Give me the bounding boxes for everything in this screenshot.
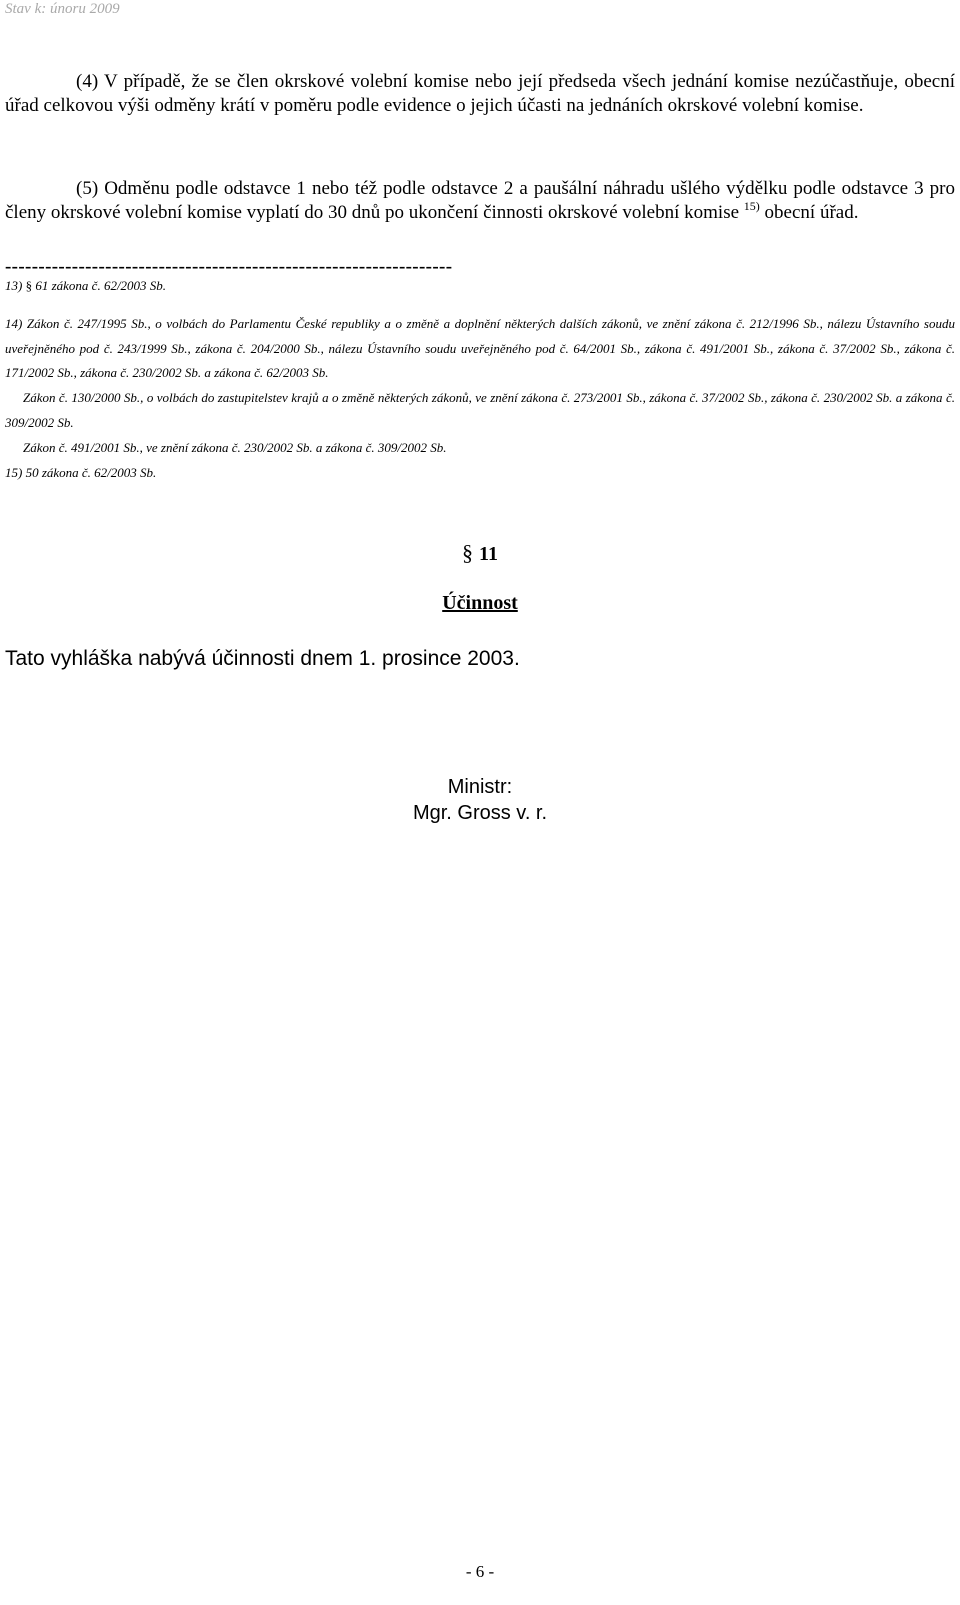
page-number: - 6 -	[465, 1562, 495, 1581]
paragraph-5-end: obecní úřad.	[764, 201, 859, 223]
section-title: Účinnost	[442, 592, 518, 614]
paragraph-4-text: (4) V případě, že se člen okrskové volební komise nebo její předseda všech jednání komise nezúčastňuje, obecní úřad celkovou výši odměny krátí v poměru podle evidence o jejich účasti na jednáních okrskové volební komise.	[5, 71, 955, 116]
section-sign: §	[25, 278, 33, 293]
effective-date-text: Tato vyhláška nabývá účinnosti dnem 1. prosince 2003.	[5, 647, 520, 670]
paragraph-5	[5, 177, 955, 224]
section-sign: §	[462, 540, 474, 565]
signature-role: Ministr:	[447, 776, 513, 798]
footnote-ref-15: 15)	[743, 198, 760, 213]
footnote-14-law-130-2000	[5, 386, 955, 435]
signature-name: Mgr. Gross v. r.	[412, 802, 548, 824]
footnote-13	[5, 274, 955, 299]
footnote-14-law-491-2001-text: Zákon č. 491/2001 Sb., ve znění zákona č. 230/2002 Sb. a zákona č. 309/2002 Sb.	[23, 440, 447, 455]
footnote-14-law-491-2001	[5, 436, 955, 461]
footnote-13-text: 61 zákona č. 62/2003 Sb.	[35, 278, 167, 293]
paragraph-5-text: (5) Odměnu podle odstavce 1 nebo též podle odstavce 2 a paušální náhradu ušlého výdělku podle odstavce 3 pro členy okrskové volební komise vyplatí do 30 dnů po ukončení činnosti okrskové volební komise	[5, 178, 955, 223]
section-heading	[0, 540, 960, 566]
section-number: 11	[479, 543, 498, 565]
footnote-13-number: 13)	[5, 278, 23, 293]
footnote-14-law-130-2000-text: Zákon č. 130/2000 Sb., o volbách do zastupitelstev krajů a o změně některých zákonů, ve znění zákona č. 273/2001 Sb., zákona č. 37/2002 Sb., zákona č. 230/2002 Sb. a zákona č. 309/2002 Sb.	[5, 390, 955, 430]
page-header: Stav k: únoru 2009	[5, 1, 120, 17]
footnote-15: 15) 50 zákona č. 62/2003 Sb.	[5, 465, 157, 480]
footnote-14: 14) Zákon č. 247/1995 Sb., o volbách do Parlamentu České republiky a o změně a doplnění některých dalších zákonů, ve znění zákona č. 212/1996 Sb., nálezu Ústavního soudu uveřejněného pod č. 243/1999 Sb., zákona č. 204/2000 Sb., nálezu Ústavního soudu uveřejněného pod č. 64/2001 Sb., zákona č. 491/2001 Sb., zákona č. 37/2002 Sb., zákona č. 171/2002 Sb., zákona č. 230/2002 Sb. a zákona č. 62/2003 Sb.	[5, 316, 955, 380]
paragraph-4	[5, 70, 955, 117]
footnote-separator: -------------------------------------------------------------------	[5, 256, 453, 277]
